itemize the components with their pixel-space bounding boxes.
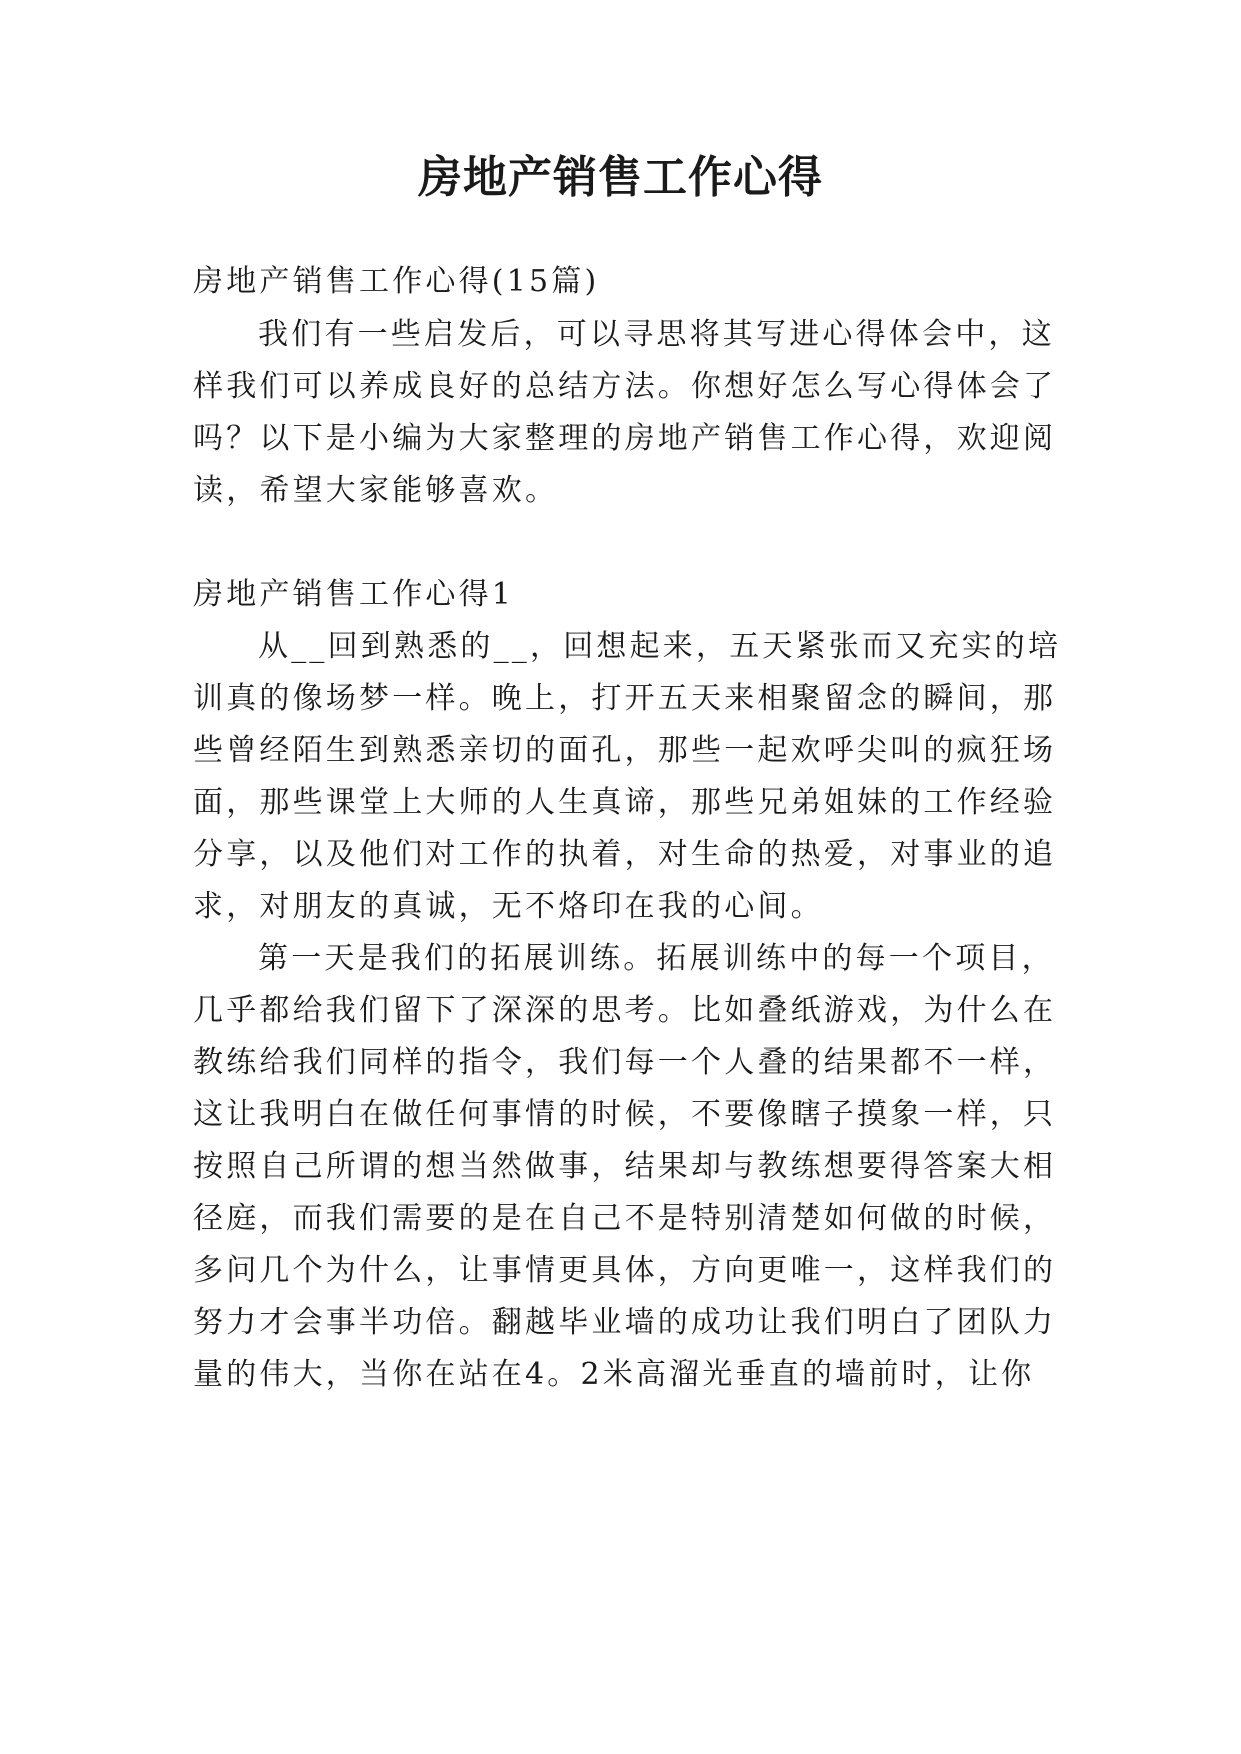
paragraph-line: 量的伟大，当你在站在4。2米高溜光垂直的墙前时，让你 <box>193 1357 1035 1392</box>
document-title: 房地产销售工作心得 <box>418 152 823 203</box>
paragraph-line: 从__回到熟悉的__，回想起来，五天紧张而又充实的培 <box>258 629 1062 664</box>
paragraph-line: 教练给我们同样的指令，我们每一个人叠的结果都不一样， <box>193 1045 1057 1080</box>
paragraph-line: 读，希望大家能够喜欢。 <box>193 473 559 508</box>
paragraph-line: 面，那些课堂上大师的人生真谛，那些兄弟姐妹的工作经验 <box>193 785 1057 820</box>
paragraph-line: 训真的像场梦一样。晚上，打开五天来相聚留念的瞬间，那 <box>193 681 1057 716</box>
subtitle-line: 房地产销售工作心得(15篇) <box>193 264 600 299</box>
paragraph-line: 按照自己所谓的想当然做事，结果却与教练想要得答案大相 <box>193 1149 1057 1184</box>
paragraph-line: 多问几个为什么，让事情更具体，方向更唯一，这样我们的 <box>193 1253 1057 1288</box>
section-heading: 房地产销售工作心得1 <box>193 577 515 612</box>
paragraph-line: 第一天是我们的拓展训练。拓展训练中的每一个项目， <box>258 941 1055 976</box>
paragraph-line: 分享，以及他们对工作的执着，对生命的热爱，对事业的追 <box>193 837 1057 872</box>
paragraph-line: 这让我明白在做任何事情的时候，不要像瞎子摸象一样，只 <box>193 1097 1057 1132</box>
paragraph-line: 我们有一些启发后，可以寻思将其写进心得体会中，这 <box>258 317 1055 352</box>
paragraph-line: 努力才会事半功倍。翻越毕业墙的成功让我们明白了团队力 <box>193 1305 1057 1340</box>
paragraph-line: 些曾经陌生到熟悉亲切的面孔，那些一起欢呼尖叫的疯狂场 <box>193 733 1057 768</box>
paragraph-line: 几乎都给我们留下了深深的思考。比如叠纸游戏，为什么在 <box>193 993 1057 1028</box>
paragraph-line: 径庭，而我们需要的是在自己不是特别清楚如何做的时候， <box>193 1201 1057 1236</box>
paragraph-line: 求，对朋友的真诚，无不烙印在我的心间。 <box>193 889 824 924</box>
paragraph-line: 样我们可以养成良好的总结方法。你想好怎么写心得体会了 <box>193 369 1057 404</box>
paragraph-line: 吗？以下是小编为大家整理的房地产销售工作心得，欢迎阅 <box>193 421 1057 456</box>
